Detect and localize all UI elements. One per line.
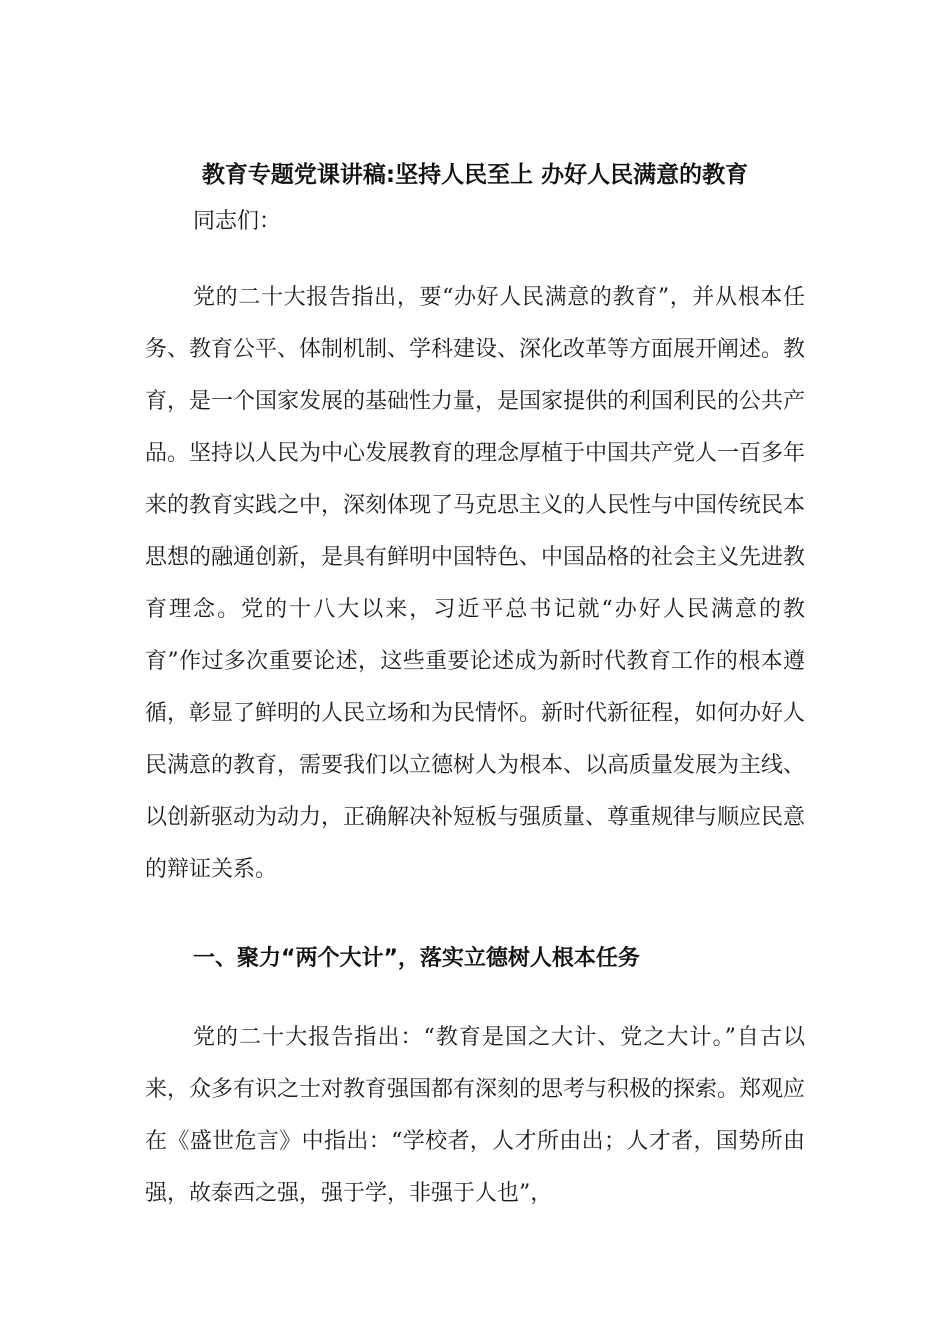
document-title: 教育专题党课讲稿:坚持人民至上 办好人民满意的教育 xyxy=(201,162,749,188)
section-heading-1: 一、聚力“两个大计”，落实立德树人根本任务 xyxy=(193,946,640,971)
paragraph-section-1: 党的二十大报告指出：“教育是国之大计、党之大计。”自古以来，众多有识之士对教育强国都有深刻的思考与积极的探索。郑观应在《盛世危言》中指出：“学校者，人才所由出；人才者，国势所由强，故泰西之强，强于学，非强于人也”， xyxy=(145,1025,806,1206)
greeting: 同志们： xyxy=(193,209,282,234)
paragraph-intro: 党的二十大报告指出，要“办好人民满意的教育”，并从根本任务、教育公平、体制机制、学科建设、深化改革等方面展开阐述。教育，是一个国家发展的基础性力量，是国家提供的利国利民的公共产品。坚持以人民为中心发展教育的理念厚植于中国共产党人一百多年来的教育实践之中，深刻体现了马克思主义的人民性与中国传统民本思想的融通创新，是具有鲜明中国特色、中国品格的社会主义先进教育理念。党的十八大以来，习近平总书记就“办好人民满意的教育”作过多次重要论述，这些重要论述成为新时代教育工作的根本遵循，彰显了鲜明的人民立场和为民情怀。新时代新征程，如何办好人民满意的教育，需要我们以立德树人为根本、以高质量发展为主线、以创新驱动为动力，正确解决补短板与强质量、尊重规律与顺应民意的辩证关系。 xyxy=(145,285,806,882)
